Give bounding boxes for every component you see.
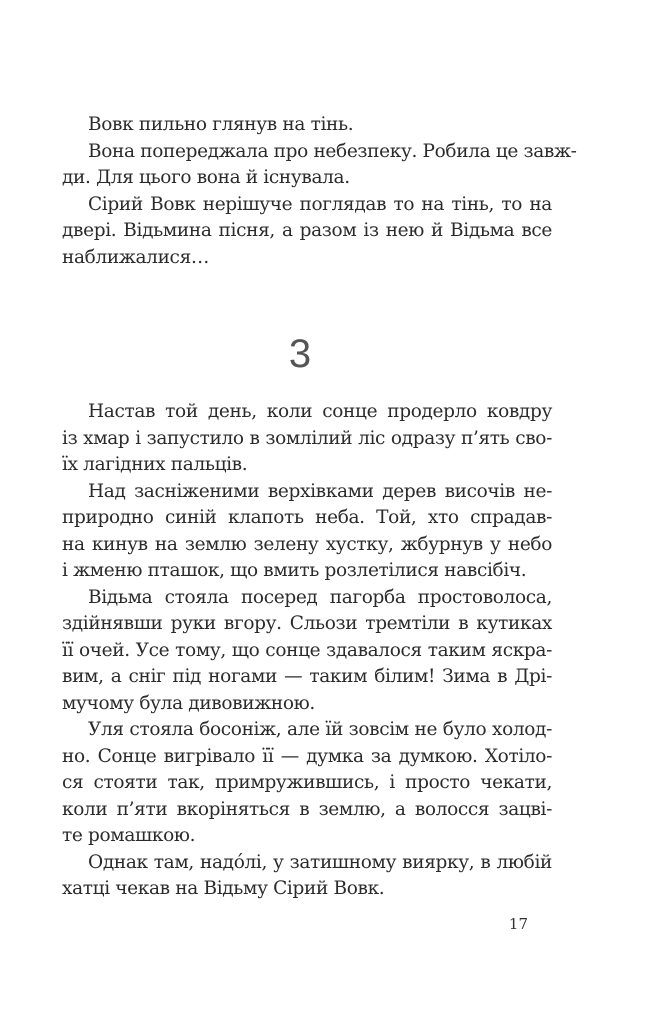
text-line: Вовк пильно глянув на тінь. [88,114,354,135]
text-line: Відьма стояла посеред пагорба простоволоса, [88,586,552,608]
text-block-bottom [62,399,552,903]
text-line: і жменю пташок, що вмить розлетілися навсібіч. [62,560,527,581]
text-line: із хмар і запустило в зомлілий ліс одразу п’ять сво- [62,427,552,449]
paragraph [62,139,577,192]
text-line: наближалися… [62,246,210,268]
chapter-number: 3 [288,332,312,376]
paragraph [62,850,552,903]
paragraph [62,192,552,272]
paragraph [62,585,552,718]
text-line: двері. Відьмина пісня, а разом із нею й Відьма все [62,220,552,241]
text-line: на кинув на землю зелену хустку, жбурнув у небо [62,533,552,555]
text-line: Сірий Вовк нерішуче поглядав то на тінь, то на [88,193,552,215]
text-line: но. Сонце вигрівало її — думка за думкою. Хотіло- [62,745,552,767]
text-line: ся стояти так, примружившись, і просто чекати, [62,772,552,793]
text-line: здійнявши руки вгору. Сльози тремтіли в кутиках [62,613,552,634]
text-line: природно синій клапоть неба. Той, хто спрадав- [62,507,552,528]
text-line: хатці чекав на Відьму Сірий Вовк. [62,878,385,899]
text-line: Вона попереджала про небезпеку. Робила це завж- [88,140,577,162]
text-line: вим, а сніг під ногами — таким білим! Зима в Дрі- [62,666,552,687]
text-line: коли п’яти вкоріняться в землю, а волосся зацві- [62,798,552,820]
text-line: Уля стояла босоніж, але їй зовсім не було холод- [88,719,552,740]
paragraph [62,112,552,139]
text-line: Над засніженими верхівками дерев височів не- [88,480,552,502]
text-line: їх лагідних пальців. [62,454,248,475]
paragraph [62,399,552,479]
text-line: те ромашкою. [62,825,196,846]
text-line: Настав той день, коли сонце продерло ковдру [88,401,552,422]
page-number: 17 [508,915,528,933]
paragraph [62,479,552,585]
paragraph [62,717,552,850]
text-line: мучому була дивовижною. [62,692,315,714]
text-block-top [62,112,577,271]
text-line: ди. Для цього вона й існувала. [62,167,350,188]
text-line: її очей. Усе тому, що сонце здавалося таким яскра- [62,639,552,661]
text-line: Однак там, надóлі, у затишному виярку, в любій [88,851,552,873]
